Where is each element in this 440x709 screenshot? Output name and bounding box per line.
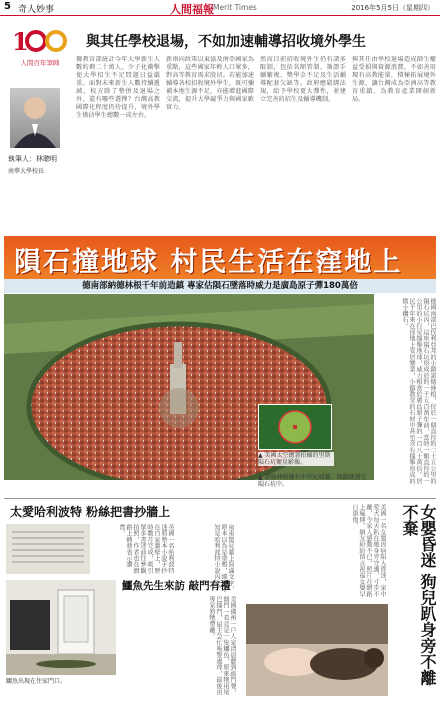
anniversary-logo [10, 26, 70, 67]
article4-text: 美國一名女嬰因病陷入昏迷，家中愛犬每天趴在她身旁守護，寸步不離，令家人感動不已，照片在網路上瘋傳，網友紛紛留言祝福女嬰早日康復。 [351, 504, 386, 597]
author-photo [10, 88, 60, 148]
article2-caption: 房東驚見牆上寫滿文字，原本以為是塗鴉，細看才知是哈利波特小說內文。 [213, 524, 234, 593]
newspaper-logo: 人間福報 [170, 3, 214, 16]
house-door-photo [6, 580, 116, 675]
issue-date: 2016年5月5日（星期四） [351, 4, 434, 12]
handwritten-wall-icon [6, 524, 90, 574]
feature-side-text: 德國南部巴伐利亞邦的小鎮諾德林根，位於一個直徑約二十五公里的隕石坑內，這座隕石坑形成於約一千五百萬年前，當時一顆直徑約一公里的小行星撞擊地球，威力相當於廣島原子彈的一百八十萬倍。居民千年來在窪地上安居樂業，小鎮教堂的石材中甚至含有撞擊形成的微小鑽石。 [401, 298, 436, 484]
svg-text:1: 1 [12, 27, 29, 54]
dog-baby-photo [246, 604, 388, 696]
anniversary-100-icon [10, 26, 70, 54]
wall-text-photo [6, 524, 90, 574]
feature-photo-caption: ▲ 諾德林根擁有中世紀城牆，城鎮就建在隕石坑中。 [258, 474, 367, 488]
article1-column-3: 然而目前招收境外生仍有諸多限制，包括名額管制、簽證手續繁複、獎學金不足及生活輔導配套欠缺等。政府應鬆綁法規，給予學校更大彈性，並建立完善的招生及輔導機制。 [260, 56, 346, 103]
article1-title: 與其任學校退場，不如加速輔導招收境外學生 [86, 34, 366, 50]
author-title: 南華大學校長 [8, 168, 45, 175]
dog-and-baby-icon [246, 604, 388, 696]
feature-title: 隕石撞地球 村民生活在窪地上 [14, 247, 403, 278]
article3-text: 美國佛州一戶人家清晨聽到敲門聲，開門一看竟是一隻鱷魚，原來牠用尾巴撞門，屋主急忙報警處理，最後由專家將牠帶離。 [208, 596, 236, 696]
feature-subtitle: 德南部納德林根千年前造鎮 專家估隕石墜落時威力是廣島原子彈180萬倍 [4, 279, 436, 293]
portrait-icon [10, 88, 60, 148]
article2-text: 英國一名哈利波特迷將整本小說手抄在自家牆壁上，歷時數月完成，吸引眾多書迷前往參觀拍照，作者也在網路上轉發表示讚賞。 [118, 524, 174, 574]
article1-column-2: 新南向政策以東協及南亞國家為重點，這些國家年輕人口眾多，對高等教育需求殷切。若能加速輔導各校招收境外學生，既可彌補本地生源不足，亦能增進國際交流，提升大學競爭力與國家軟實力。 [166, 56, 254, 111]
page-number: 5 [4, 1, 11, 12]
anniversary-label: 人間百年筆陣 [20, 59, 60, 67]
section-divider [4, 498, 436, 499]
crater-inset-image [258, 404, 332, 450]
author-name: 執筆人：林聰明 [8, 155, 57, 163]
crater-inset-caption: ▲ 美國太空總署拍攝的里斯隕石坑衛星影像。 [258, 452, 334, 466]
article3-title: 鱷魚先生來訪 敲門有禮 [122, 580, 231, 592]
newspaper-logo-en: Merit Times [213, 3, 257, 12]
house-photo-caption: 鱷魚出現在住家門口。 [6, 678, 67, 685]
section-name: 奇人妙事 [18, 5, 55, 15]
article1-column-1: 據教育部統計今年大學新生人數約剩二十萬人，少子化衝擊使大學招生不足問題日益嚴重。面對未來新生人數持續遞減，校方除了整併及退場之外，還有哪些選擇？台灣高教國際化程度仍待提升，境外學生僅佔學生總數一成左右。 [76, 56, 160, 119]
article2-title: 太愛哈利波特 粉絲把書抄牆上 [10, 505, 171, 519]
crater-satellite-icon [259, 405, 331, 449]
article1-column-4: 與其任由學校退場造成師生權益受損與資源浪費，不如善用現有高教能量，積極拓展境外生源，讓台灣成為亞洲高等教育重鎮，為教育產業開創新局。 [352, 56, 436, 103]
front-door-icon [6, 580, 116, 675]
article4-title: 女嬰昏迷 狗兒趴身旁不離不棄 [400, 504, 437, 686]
